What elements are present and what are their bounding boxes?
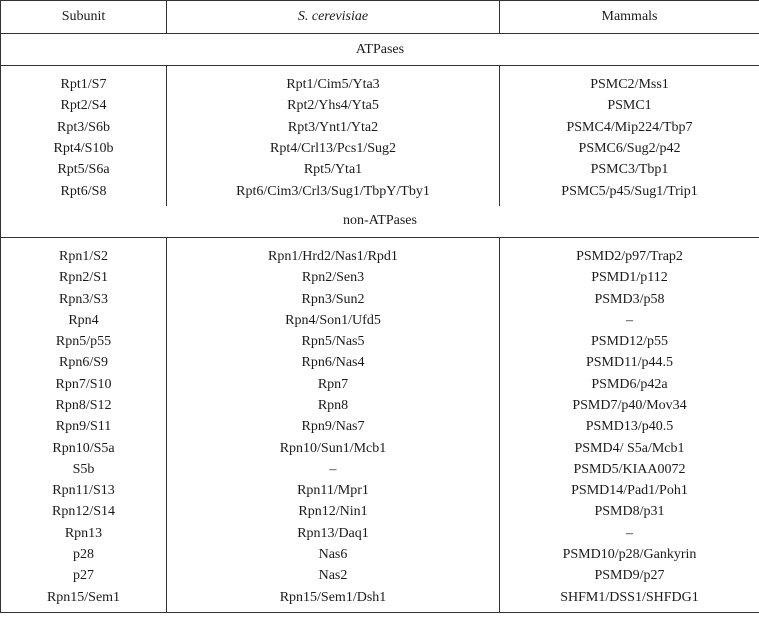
table-row xyxy=(1,74,759,95)
species-cell: Rpt6/Cim3/Crl3/Sug1/TbpY/Tby1 xyxy=(167,180,500,201)
subunit-cell: Rpt6/S8 xyxy=(1,180,167,201)
table-row xyxy=(1,374,759,395)
species-cell: Rpn4/Son1/Ufd5 xyxy=(167,310,500,331)
spacer-cell xyxy=(1,66,167,75)
mammals-cell: PSMD11/p44.5 xyxy=(500,352,759,373)
mammals-cell: – xyxy=(500,523,759,544)
mammals-cell: SHFM1/DSS1/SHFDG1 xyxy=(500,587,759,608)
subunit-cell: Rpt4/S10b xyxy=(1,138,167,159)
spacer-cell xyxy=(1,237,167,246)
padding-cell xyxy=(1,608,167,613)
subunit-cell: Rpn7/S10 xyxy=(1,374,167,395)
subunit-cell: Rpt1/S7 xyxy=(1,74,167,95)
subunit-cell: Rpt2/S4 xyxy=(1,95,167,116)
table-row xyxy=(1,138,759,159)
mammals-cell: PSMC1 xyxy=(500,95,759,116)
section-title: ATPases xyxy=(1,34,759,66)
mammals-cell: PSMD7/p40/Mov34 xyxy=(500,395,759,416)
mammals-cell: – xyxy=(500,310,759,331)
species-cell: Rpn2/Sen3 xyxy=(167,267,500,288)
subunit-cell: Rpn11/S13 xyxy=(1,480,167,501)
table-row xyxy=(1,117,759,138)
subunit-cell: Rpn5/p55 xyxy=(1,331,167,352)
subunit-cell: Rpt5/S6a xyxy=(1,159,167,180)
subunit-cell: Rpn8/S12 xyxy=(1,395,167,416)
subunit-cell: Rpn15/Sem1 xyxy=(1,587,167,608)
table-row xyxy=(1,587,759,608)
padding-cell xyxy=(500,608,759,613)
table-row xyxy=(1,544,759,565)
subunit-cell: Rpn4 xyxy=(1,310,167,331)
table-row xyxy=(1,95,759,116)
species-cell: Rpt5/Yta1 xyxy=(167,159,500,180)
padding-cell xyxy=(167,608,500,613)
mammals-cell: PSMD14/Pad1/Poh1 xyxy=(500,480,759,501)
table-row xyxy=(1,180,759,201)
mammals-cell: PSMC6/Sug2/p42 xyxy=(500,138,759,159)
species-cell: Rpt1/Cim5/Yta3 xyxy=(167,74,500,95)
species-cell: – xyxy=(167,459,500,480)
table-row xyxy=(1,159,759,180)
spacer-row xyxy=(1,237,759,246)
mammals-cell: PSMC4/Mip224/Tbp7 xyxy=(500,117,759,138)
species-cell: Rpn3/Sun2 xyxy=(167,288,500,309)
section-header-row xyxy=(1,34,759,66)
header-subunit: Subunit xyxy=(1,1,167,34)
table-row xyxy=(1,288,759,309)
mammals-cell: PSMD13/p40.5 xyxy=(500,416,759,437)
mammals-cell: PSMD9/p27 xyxy=(500,565,759,586)
species-cell: Rpn12/Nin1 xyxy=(167,501,500,522)
species-cell: Rpn10/Sun1/Mcb1 xyxy=(167,437,500,458)
mammals-cell: PSMD12/p55 xyxy=(500,331,759,352)
species-cell: Rpn7 xyxy=(167,374,500,395)
species-cell: Nas2 xyxy=(167,565,500,586)
header-mammals: Mammals xyxy=(500,1,759,34)
table-row xyxy=(1,331,759,352)
mammals-cell: PSMD2/p97/Trap2 xyxy=(500,246,759,267)
mammals-cell: PSMD10/p28/Gankyrin xyxy=(500,544,759,565)
spacer-cell xyxy=(167,237,500,246)
mammals-cell: PSMC5/p45/Sug1/Trip1 xyxy=(500,180,759,201)
subunit-cell: Rpn13 xyxy=(1,523,167,544)
table-row xyxy=(1,523,759,544)
subunit-cell: Rpn12/S14 xyxy=(1,501,167,522)
padding-row xyxy=(1,608,759,613)
header-species: S. cerevisiae xyxy=(167,1,500,34)
mammals-cell: PSMD4/ S5a/Mcb1 xyxy=(500,437,759,458)
species-cell: Rpn9/Nas7 xyxy=(167,416,500,437)
subunit-cell: Rpn9/S11 xyxy=(1,416,167,437)
section-title: non-ATPases xyxy=(1,206,759,238)
mammals-cell: PSMD3/p58 xyxy=(500,288,759,309)
mammals-cell: PSMD1/p112 xyxy=(500,267,759,288)
table-row xyxy=(1,246,759,267)
subunit-cell: Rpn10/S5a xyxy=(1,437,167,458)
mammals-cell: PSMD5/KIAA0072 xyxy=(500,459,759,480)
species-cell: Rpn6/Nas4 xyxy=(167,352,500,373)
section-header-row xyxy=(1,206,759,238)
subunit-cell: p27 xyxy=(1,565,167,586)
table-row xyxy=(1,352,759,373)
spacer-cell xyxy=(500,237,759,246)
subunit-cell: Rpn1/S2 xyxy=(1,246,167,267)
spacer-cell xyxy=(500,66,759,75)
table-row xyxy=(1,501,759,522)
mammals-cell: PSMD6/p42a xyxy=(500,374,759,395)
species-cell: Rpt4/Crl13/Pcs1/Sug2 xyxy=(167,138,500,159)
species-cell: Rpn5/Nas5 xyxy=(167,331,500,352)
mammals-cell: PSMD8/p31 xyxy=(500,501,759,522)
mammals-cell: PSMC2/Mss1 xyxy=(500,74,759,95)
subunit-cell: Rpn3/S3 xyxy=(1,288,167,309)
species-cell: Rpn11/Mpr1 xyxy=(167,480,500,501)
spacer-cell xyxy=(167,66,500,75)
subunit-cell: Rpt3/S6b xyxy=(1,117,167,138)
species-cell: Rpn15/Sem1/Dsh1 xyxy=(167,587,500,608)
species-cell: Rpn8 xyxy=(167,395,500,416)
table-row xyxy=(1,310,759,331)
table-row xyxy=(1,395,759,416)
species-cell: Rpt2/Yhs4/Yta5 xyxy=(167,95,500,116)
table-row xyxy=(1,480,759,501)
table-row xyxy=(1,459,759,480)
table-row xyxy=(1,565,759,586)
subunit-cell: p28 xyxy=(1,544,167,565)
subunit-cell: Rpn6/S9 xyxy=(1,352,167,373)
table-row xyxy=(1,267,759,288)
subunit-cell: Rpn2/S1 xyxy=(1,267,167,288)
species-cell: Rpt3/Ynt1/Yta2 xyxy=(167,117,500,138)
spacer-row xyxy=(1,66,759,75)
mammals-cell: PSMC3/Tbp1 xyxy=(500,159,759,180)
table-body xyxy=(1,34,759,613)
subunit-cell: S5b xyxy=(1,459,167,480)
species-cell: Nas6 xyxy=(167,544,500,565)
species-cell: Rpn13/Daq1 xyxy=(167,523,500,544)
species-cell: Rpn1/Hrd2/Nas1/Rpd1 xyxy=(167,246,500,267)
header-row xyxy=(1,1,759,34)
table-row xyxy=(1,437,759,458)
table-row xyxy=(1,416,759,437)
